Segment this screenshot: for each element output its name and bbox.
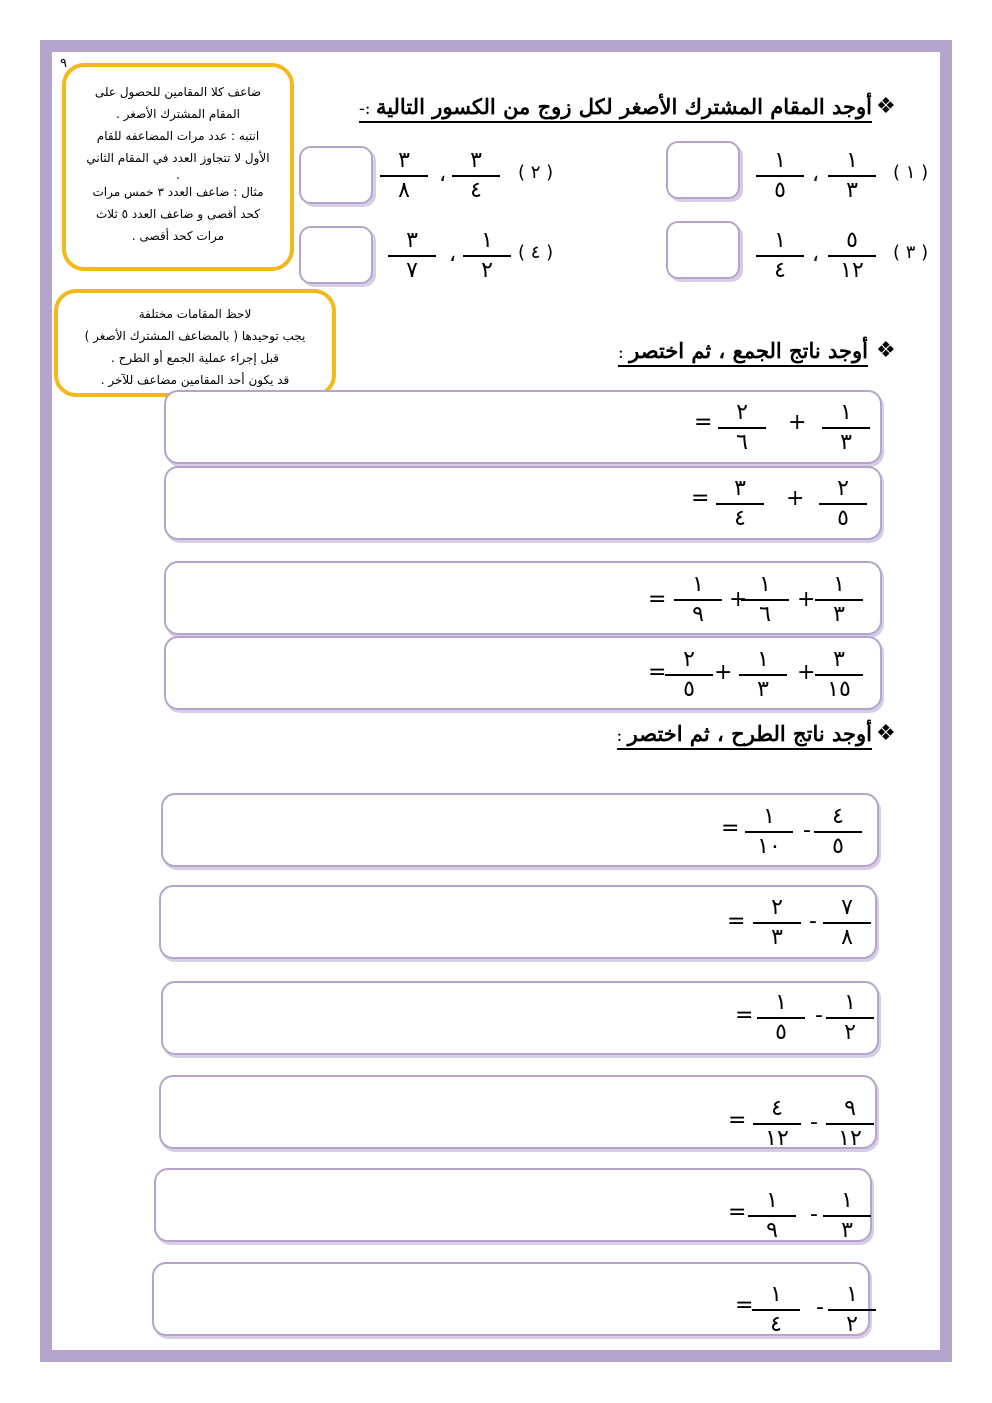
equals-sign: =: [727, 909, 746, 934]
fraction-bar: [452, 175, 500, 177]
fraction: [757, 990, 805, 1046]
fraction-bar: [463, 255, 511, 257]
fraction-denominator: ٤: [734, 506, 746, 531]
page-number: ٩: [60, 56, 67, 71]
fraction-bar: [823, 922, 871, 924]
fraction-bar: [815, 674, 863, 676]
fraction-numerator: ١: [774, 148, 786, 173]
fraction-numerator: ٣: [470, 148, 482, 173]
fraction-bar: [828, 1309, 876, 1311]
fraction-denominator: ٣: [840, 430, 852, 455]
fraction-denominator: ٥: [683, 677, 695, 702]
fraction-denominator: ٥: [832, 834, 844, 859]
fraction-bar: [826, 1017, 874, 1019]
plus-operator: +: [797, 660, 816, 685]
fraction: [814, 804, 862, 860]
fraction-numerator: ٢: [771, 895, 783, 920]
plus-operator: +: [797, 587, 816, 612]
answer-box[interactable]: [299, 226, 373, 284]
fraction-numerator: ١: [774, 228, 786, 253]
section2-title-suffix: :: [618, 343, 630, 363]
fraction-bar: [665, 674, 713, 676]
fraction: [756, 148, 804, 204]
fraction: [716, 476, 764, 532]
note-line: قد يكون أحد المقامين مضاعف للآخر .: [100, 373, 290, 387]
fraction-bar: [388, 255, 436, 257]
section3-title-suffix: :: [616, 726, 628, 746]
note-line: لاحظ المقامات مختلفة: [138, 307, 252, 321]
fraction-bar: [815, 599, 863, 601]
note-line: المقام المشترك الأصغر .: [116, 107, 240, 121]
fraction: [822, 400, 870, 456]
equals-sign: =: [728, 1200, 747, 1225]
fraction-denominator: ٩: [692, 602, 704, 627]
fraction-denominator: ٦: [736, 430, 748, 455]
fraction-bar: [748, 1215, 796, 1217]
fraction-denominator: ٥: [775, 1020, 787, 1045]
section1-title-suffix: :-: [359, 99, 376, 119]
fraction-numerator: ١: [766, 1188, 778, 1213]
equals-sign: =: [735, 1003, 754, 1028]
fraction: [674, 572, 722, 628]
minus-operator: -: [815, 1003, 823, 1028]
note-line: الأول لا تتجاوز العدد في المقام الثاني: [86, 151, 270, 165]
fraction-numerator: ٢: [683, 647, 695, 672]
minus-operator: -: [810, 1110, 818, 1135]
fraction-numerator: ١: [481, 228, 493, 253]
fraction: [819, 476, 867, 532]
fraction: [380, 148, 428, 204]
fraction-denominator: ١٠: [757, 834, 781, 859]
fraction-denominator: ٤: [774, 258, 786, 283]
fraction-numerator: ١: [757, 647, 769, 672]
fraction: [718, 400, 766, 456]
section2-title: [618, 338, 868, 367]
fraction-bar: [718, 427, 766, 429]
fraction-bar: [756, 255, 804, 257]
fraction-denominator: ٥: [774, 178, 786, 203]
fraction: [753, 895, 801, 951]
answer-box[interactable]: [666, 141, 740, 199]
fraction-numerator: ٥: [846, 228, 858, 253]
fraction-bar: [716, 503, 764, 505]
equals-sign: =: [648, 660, 667, 685]
note-line: مرات كحد أقصى .: [131, 229, 225, 243]
note-line: .: [176, 168, 180, 182]
comma-separator: ،: [439, 162, 447, 187]
fraction-denominator: ٨: [841, 925, 853, 950]
fraction: [756, 228, 804, 284]
section2-title-text: أوجد ناتج الجمع ، ثم اختصر: [629, 338, 868, 363]
addition-answer-box[interactable]: [164, 390, 882, 464]
fraction-denominator: ١٢: [838, 1126, 862, 1151]
fraction-numerator: ٣: [734, 476, 746, 501]
fraction-numerator: ١: [846, 1282, 858, 1307]
diamond-bullet-icon: ❖: [876, 94, 896, 119]
fraction-numerator: ٤: [771, 1096, 783, 1121]
answer-box[interactable]: [666, 221, 740, 279]
fraction: [828, 1282, 876, 1338]
fraction-denominator: ٣: [841, 1218, 853, 1243]
fraction-numerator: ١: [692, 572, 704, 597]
fraction-denominator: ١٢: [765, 1126, 789, 1151]
fraction: [388, 228, 436, 284]
fraction-bar: [828, 175, 876, 177]
diamond-bullet-icon: ❖: [876, 721, 896, 746]
fraction-denominator: ١٥: [827, 677, 851, 702]
fraction-bar: [745, 831, 793, 833]
fraction: [826, 990, 874, 1046]
fraction: [753, 1096, 801, 1152]
minus-operator: -: [803, 818, 811, 843]
fraction-numerator: ١: [846, 148, 858, 173]
equals-sign: =: [691, 486, 710, 511]
fraction-numerator: ١: [840, 400, 852, 425]
minus-operator: -: [816, 1295, 824, 1320]
fraction-bar: [753, 1123, 801, 1125]
diamond-bullet-icon: ❖: [876, 338, 896, 363]
fraction: [752, 1282, 800, 1338]
minus-operator: -: [810, 1202, 818, 1227]
fraction-denominator: ٩: [766, 1218, 778, 1243]
fraction-denominator: ٤: [470, 178, 482, 203]
fraction-numerator: ٤: [832, 804, 844, 829]
section3-title: [617, 721, 872, 750]
plus-operator: +: [714, 660, 733, 685]
item-number: ( ٤ ): [518, 242, 554, 263]
fraction-bar: [814, 831, 862, 833]
fraction-denominator: ٣: [833, 602, 845, 627]
comma-separator: ،: [449, 242, 457, 267]
fraction-denominator: ٣: [757, 677, 769, 702]
fraction-bar: [828, 255, 876, 257]
fraction-bar: [757, 1017, 805, 1019]
fraction-numerator: ٣: [406, 228, 418, 253]
fraction: [828, 228, 876, 284]
item-number: ( ٢ ): [518, 162, 554, 183]
fraction: [452, 148, 500, 204]
fraction-bar: [674, 599, 722, 601]
fraction-bar: [823, 1215, 871, 1217]
section1-title: [359, 94, 872, 123]
fraction-denominator: ٢: [481, 258, 493, 283]
plus-operator: +: [786, 486, 805, 511]
fraction: [463, 228, 511, 284]
addition-answer-box[interactable]: [164, 466, 882, 540]
fraction: [826, 1096, 874, 1152]
note-line: ضاعف كلا المقامين للحصول على: [94, 85, 262, 99]
fraction-bar: [380, 175, 428, 177]
fraction-bar: [826, 1123, 874, 1125]
note-line: يجب توحيدها ( بالمضاعف المشترك الأصغر ): [84, 329, 306, 343]
note-bottom: [54, 289, 336, 397]
fraction-denominator: ١٢: [840, 258, 864, 283]
fraction-denominator: ٢: [846, 1312, 858, 1337]
fraction-denominator: ٣: [771, 925, 783, 950]
item-number: ( ٣ ): [893, 242, 929, 263]
note-line: انتبه : عدد مرات المضاعفه للقام: [96, 129, 260, 143]
fraction-denominator: ٢: [844, 1020, 856, 1045]
equals-sign: =: [728, 1108, 747, 1133]
fraction-denominator: ٦: [759, 602, 771, 627]
fraction-bar: [822, 427, 870, 429]
fraction: [745, 804, 793, 860]
fraction-bar: [741, 599, 789, 601]
fraction-bar: [819, 503, 867, 505]
answer-box[interactable]: [299, 146, 373, 204]
section3-title-text: أوجد ناتج الطرح ، ثم اختصر: [627, 721, 872, 746]
fraction-bar: [753, 922, 801, 924]
note-line: مثال : ضاعف العدد ٣ خمس مرات: [92, 185, 264, 199]
fraction-numerator: ١: [775, 990, 787, 1015]
fraction-bar: [756, 175, 804, 177]
plus-operator: +: [788, 410, 807, 435]
note-line: قبل إجراء عملية الجمع أو الطرح .: [110, 351, 279, 365]
fraction: [828, 148, 876, 204]
comma-separator: ،: [812, 242, 820, 267]
fraction-numerator: ١: [759, 572, 771, 597]
fraction: [815, 572, 863, 628]
fraction-numerator: ٣: [398, 148, 410, 173]
fraction: [739, 647, 787, 703]
fraction: [815, 647, 863, 703]
fraction: [823, 1188, 871, 1244]
equals-sign: =: [694, 410, 713, 435]
fraction-numerator: ٩: [844, 1096, 856, 1121]
comma-separator: ،: [812, 162, 820, 187]
note-line: كحد أقصى و ضاعف العدد ٥ ثلاث: [95, 207, 261, 221]
section1-title-text: أوجد المقام المشترك الأصغر لكل زوج من الكسور التالية: [375, 94, 872, 119]
fraction-denominator: ٨: [398, 178, 410, 203]
fraction-numerator: ١: [841, 1188, 853, 1213]
plus-operator: +: [729, 587, 748, 612]
fraction-denominator: ٤: [770, 1312, 782, 1337]
fraction-numerator: ٢: [736, 400, 748, 425]
fraction-numerator: ١: [833, 572, 845, 597]
fraction-numerator: ٧: [841, 895, 853, 920]
item-number: ( ١ ): [893, 162, 929, 183]
fraction: [823, 895, 871, 951]
fraction-numerator: ٢: [837, 476, 849, 501]
fraction-denominator: ٣: [846, 178, 858, 203]
fraction-bar: [739, 674, 787, 676]
fraction: [741, 572, 789, 628]
fraction-numerator: ٣: [833, 647, 845, 672]
fraction-denominator: ٧: [406, 258, 418, 283]
fraction-numerator: ١: [844, 990, 856, 1015]
equals-sign: =: [721, 816, 740, 841]
equals-sign: =: [735, 1293, 754, 1318]
fraction-numerator: ١: [763, 804, 775, 829]
equals-sign: =: [648, 587, 667, 612]
note-top: [62, 63, 294, 271]
fraction-bar: [752, 1309, 800, 1311]
fraction-numerator: ١: [770, 1282, 782, 1307]
minus-operator: -: [809, 909, 817, 934]
fraction: [665, 647, 713, 703]
fraction: [748, 1188, 796, 1244]
fraction-denominator: ٥: [837, 506, 849, 531]
